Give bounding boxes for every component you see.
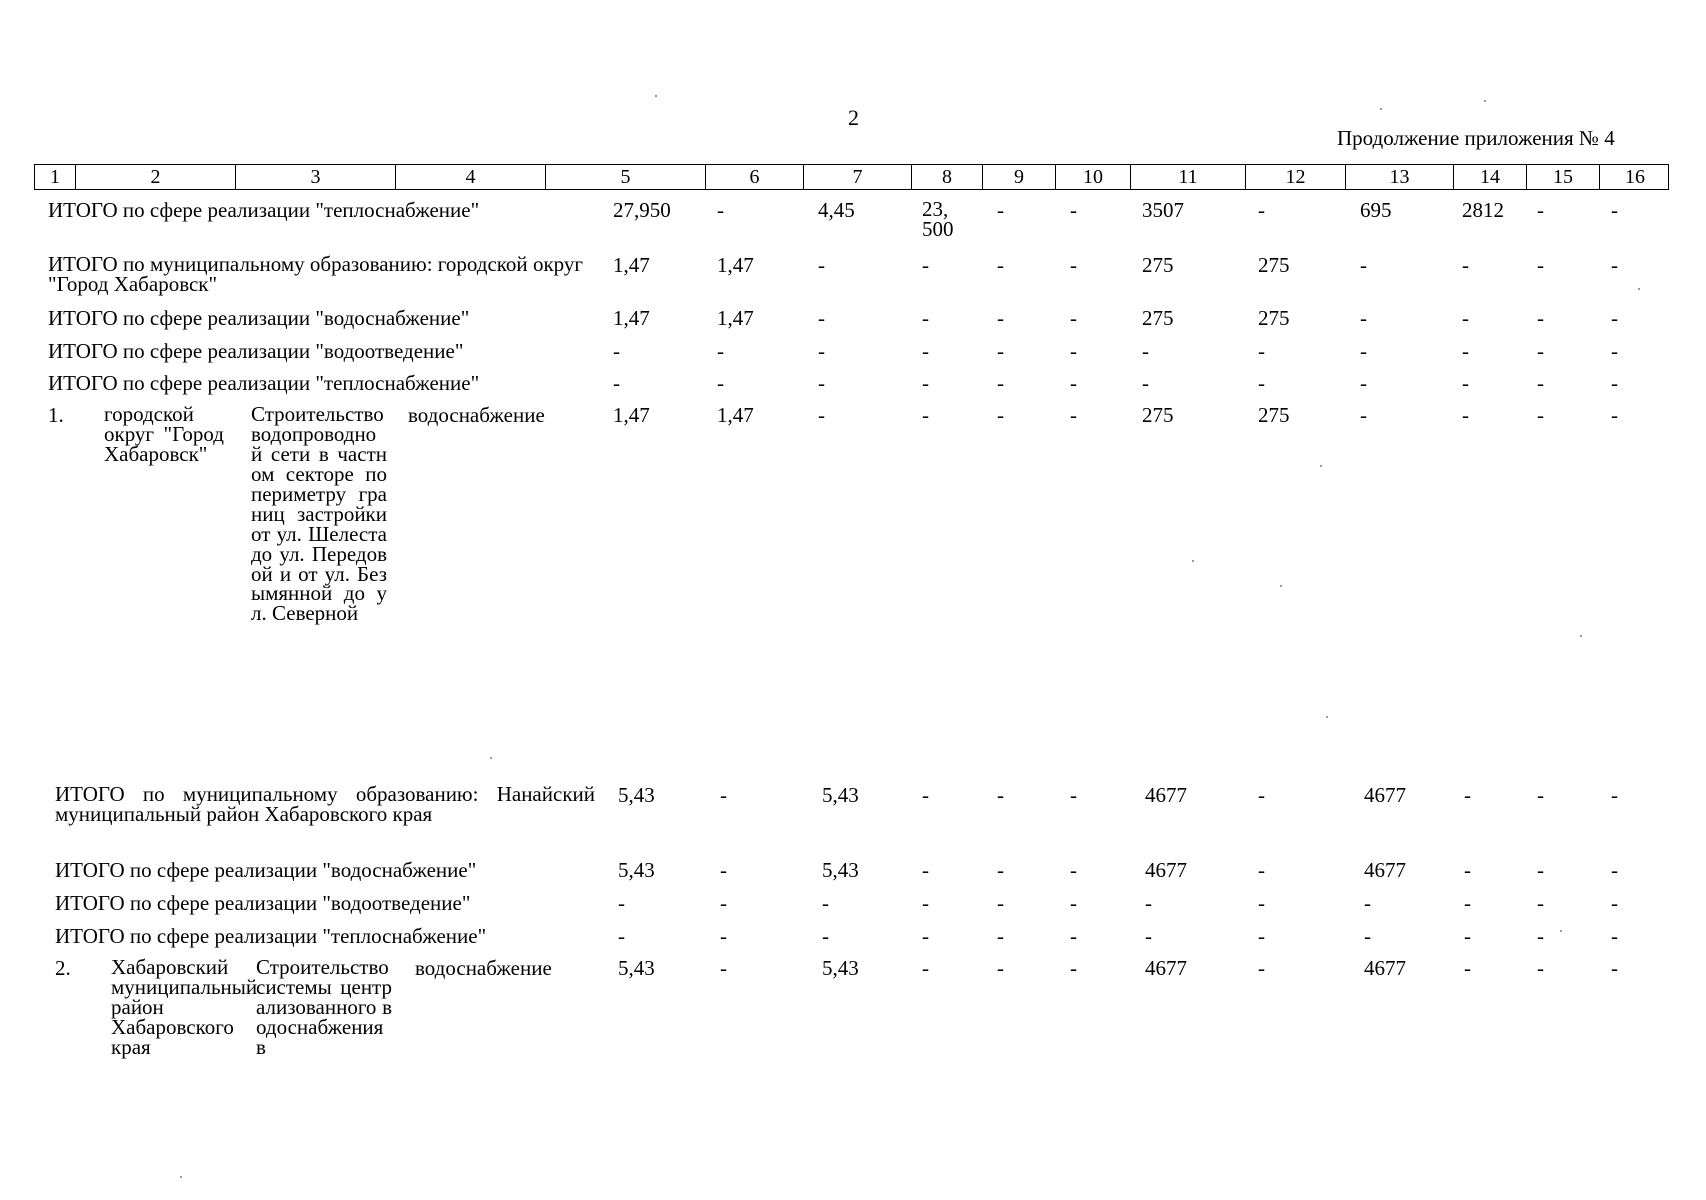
cell-col-7: 5,43 [822, 858, 859, 882]
column-number-10: 10 [1055, 165, 1130, 189]
cell-col-5: - [613, 339, 620, 363]
column-number-13: 13 [1345, 165, 1453, 189]
cell-col-16: - [1611, 339, 1618, 363]
cell-col-16: - [1611, 253, 1618, 277]
cell-col-9: - [997, 891, 1004, 915]
cell-col-14: - [1462, 403, 1469, 427]
cell-col-13: - [1360, 403, 1367, 427]
cell-col-8: - [922, 783, 929, 807]
cell-col-5: - [618, 891, 625, 915]
column-number-6: 6 [705, 165, 803, 189]
cell-col-11: 3507 [1142, 198, 1184, 222]
column-number-9: 9 [982, 165, 1055, 189]
cell-col-6: - [717, 371, 724, 395]
cell-col-8: - [922, 339, 929, 363]
column-number-3: 3 [235, 165, 395, 189]
cell-col-9: - [997, 403, 1004, 427]
cell-col-11: - [1142, 339, 1149, 363]
cell-col-14: - [1464, 783, 1471, 807]
cell-col-6: - [717, 339, 724, 363]
row-label: ИТОГО по сфере реализации "водоотведение" [55, 891, 471, 915]
cell-col-15: - [1537, 924, 1544, 948]
cell-col-6: 1,47 [717, 306, 754, 330]
scan-speck [490, 757, 492, 759]
cell-col-12: - [1258, 956, 1265, 980]
column-number-11: 11 [1130, 165, 1245, 189]
cell-col-9: - [997, 198, 1004, 222]
sphere-cell: водоснабжение [408, 403, 545, 427]
cell-col-5: 1,47 [613, 306, 650, 330]
cell-col-14: - [1462, 371, 1469, 395]
cell-col-9: - [997, 339, 1004, 363]
cell-col-13: 695 [1360, 198, 1392, 222]
row-label: ИТОГО по сфере реализации "водоснабжение" [55, 858, 477, 882]
cell-col-9: - [997, 371, 1004, 395]
cell-col-11: 275 [1142, 253, 1174, 277]
column-number-15: 15 [1526, 165, 1599, 189]
cell-col-9: - [997, 253, 1004, 277]
cell-col-14: - [1462, 306, 1469, 330]
cell-col-5: 1,47 [613, 253, 650, 277]
cell-col-11: 4677 [1145, 956, 1187, 980]
row-label: ИТОГО по сфере реализации "водоснабжение" [48, 306, 470, 330]
row-label: ИТОГО по муниципальному образованию: Нанайский муниципальный район Хабаровского края [55, 782, 595, 826]
cell-col-10: - [1070, 306, 1077, 330]
scan-speck [1320, 465, 1322, 467]
cell-col-16: - [1611, 891, 1618, 915]
cell-col-5: 27,950 [613, 198, 671, 222]
scan-speck [1560, 930, 1562, 932]
cell-col-15: - [1537, 339, 1544, 363]
appendix-title: Продолжение приложения № 4 [1337, 126, 1615, 150]
cell-col-11: 4677 [1145, 783, 1187, 807]
cell-col-13: - [1364, 891, 1371, 915]
scan-speck [1380, 108, 1382, 110]
scan-speck [180, 1176, 182, 1178]
cell-col-9: - [997, 858, 1004, 882]
column-number-4: 4 [395, 165, 545, 189]
cell-col-5: 5,43 [618, 956, 655, 980]
cell-col-14: 2812 [1462, 198, 1504, 222]
cell-col-16: - [1611, 956, 1618, 980]
cell-col-8: - [922, 403, 929, 427]
cell-col-5: 5,43 [618, 858, 655, 882]
cell-col-16: - [1611, 858, 1618, 882]
cell-col-13: - [1360, 253, 1367, 277]
cell-col-13: - [1360, 306, 1367, 330]
cell-col-7: - [818, 403, 825, 427]
column-number-16: 16 [1599, 165, 1670, 189]
cell-col-11: 275 [1142, 403, 1174, 427]
cell-col-13: 4677 [1364, 956, 1406, 980]
row-label: ИТОГО по сфере реализации "теплоснабжение" [48, 198, 480, 222]
project-cell: Строительство системы централизованного водоснабжения в [256, 955, 392, 1059]
cell-col-12: - [1258, 783, 1265, 807]
cell-col-15: - [1537, 891, 1544, 915]
cell-col-14: - [1464, 956, 1471, 980]
cell-col-8: - [922, 891, 929, 915]
cell-col-12: - [1258, 924, 1265, 948]
cell-col-13: - [1360, 371, 1367, 395]
cell-col-7: 4,45 [818, 198, 855, 222]
municipality-cell: городской округ "Город Хабаровск" [104, 402, 224, 466]
cell-col-11: - [1142, 371, 1149, 395]
row-label: ИТОГО по муниципальному образованию: городской округ "Город Хабаровск" [48, 252, 583, 296]
cell-col-6: - [720, 956, 727, 980]
scan-speck [1192, 560, 1194, 562]
cell-col-9: - [997, 956, 1004, 980]
cell-col-14: - [1464, 891, 1471, 915]
cell-col-7: 5,43 [822, 956, 859, 980]
cell-col-7: - [818, 306, 825, 330]
cell-col-13: - [1364, 924, 1371, 948]
column-number-7: 7 [803, 165, 911, 189]
sphere-cell: водоснабжение [415, 956, 552, 980]
cell-col-6: - [720, 924, 727, 948]
cell-col-6: - [720, 858, 727, 882]
row-label: ИТОГО по сфере реализации "теплоснабжение" [55, 924, 487, 948]
cell-col-8: 23,500 [922, 197, 954, 241]
cell-col-12: - [1258, 858, 1265, 882]
cell-col-10: - [1070, 891, 1077, 915]
cell-col-16: - [1611, 403, 1618, 427]
cell-col-15: - [1537, 306, 1544, 330]
cell-col-9: - [997, 924, 1004, 948]
row-label: ИТОГО по сфере реализации "водоотведение" [48, 339, 464, 363]
cell-col-14: - [1462, 339, 1469, 363]
scan-speck [1638, 288, 1640, 290]
row-number: 1. [48, 403, 64, 427]
cell-col-8: - [922, 858, 929, 882]
scan-speck [1280, 585, 1282, 587]
cell-col-11: - [1145, 891, 1152, 915]
column-number-12: 12 [1245, 165, 1345, 189]
cell-col-8: - [922, 956, 929, 980]
cell-col-13: - [1360, 339, 1367, 363]
cell-col-16: - [1611, 198, 1618, 222]
cell-col-15: - [1537, 198, 1544, 222]
cell-col-8: - [922, 924, 929, 948]
cell-col-15: - [1537, 253, 1544, 277]
cell-col-7: - [822, 924, 829, 948]
cell-col-16: - [1611, 783, 1618, 807]
cell-col-12: 275 [1258, 403, 1290, 427]
cell-col-16: - [1611, 371, 1618, 395]
cell-col-14: - [1464, 858, 1471, 882]
cell-col-5: - [618, 924, 625, 948]
cell-col-16: - [1611, 306, 1618, 330]
cell-col-15: - [1537, 858, 1544, 882]
cell-col-6: 1,47 [717, 403, 754, 427]
cell-col-12: - [1258, 339, 1265, 363]
cell-col-7: - [818, 339, 825, 363]
cell-col-6: - [720, 783, 727, 807]
scan-speck [655, 95, 657, 97]
cell-col-13: 4677 [1364, 858, 1406, 882]
cell-col-10: - [1070, 339, 1077, 363]
row-number: 2. [55, 956, 71, 980]
cell-col-15: - [1537, 371, 1544, 395]
cell-col-9: - [997, 306, 1004, 330]
column-number-8: 8 [911, 165, 982, 189]
cell-col-12: - [1258, 891, 1265, 915]
cell-col-14: - [1464, 924, 1471, 948]
cell-col-14: - [1462, 253, 1469, 277]
cell-col-15: - [1537, 403, 1544, 427]
cell-col-11: 4677 [1145, 858, 1187, 882]
cell-col-10: - [1070, 403, 1077, 427]
cell-col-15: - [1537, 956, 1544, 980]
cell-col-11: 275 [1142, 306, 1174, 330]
column-number-1: 1 [50, 166, 60, 188]
cell-col-12: - [1258, 371, 1265, 395]
row-label: ИТОГО по сфере реализации "теплоснабжение" [48, 371, 480, 395]
cell-col-5: 1,47 [613, 403, 650, 427]
cell-col-15: - [1537, 783, 1544, 807]
scan-speck [1484, 100, 1486, 102]
page-number: 2 [848, 105, 859, 130]
scan-speck [1326, 716, 1328, 718]
cell-col-5: 5,43 [618, 783, 655, 807]
project-cell: Строительство водопроводной сети в частном секторе по периметру границ застройки от ул. Шелеста до ул. Передовой и от ул. Безымянной до ул. Северной [251, 402, 387, 626]
cell-col-10: - [1070, 371, 1077, 395]
cell-col-5: - [613, 371, 620, 395]
column-number-2: 2 [75, 165, 235, 189]
cell-col-7: - [818, 253, 825, 277]
cell-col-10: - [1070, 198, 1077, 222]
cell-col-12: - [1258, 198, 1265, 222]
cell-col-8: - [922, 306, 929, 330]
cell-col-12: 275 [1258, 306, 1290, 330]
cell-col-10: - [1070, 956, 1077, 980]
cell-col-8: - [922, 371, 929, 395]
scan-speck [1580, 635, 1582, 637]
cell-col-6: - [717, 198, 724, 222]
cell-col-16: - [1611, 924, 1618, 948]
cell-col-9: - [997, 783, 1004, 807]
municipality-cell: Хабаровский муниципальный район Хабаровского края [111, 955, 258, 1059]
cell-col-13: 4677 [1364, 783, 1406, 807]
cell-col-6: - [720, 891, 727, 915]
cell-col-12: 275 [1258, 253, 1290, 277]
cell-col-7: - [822, 891, 829, 915]
cell-col-8: - [922, 253, 929, 277]
cell-col-11: - [1145, 924, 1152, 948]
cell-col-7: - [818, 371, 825, 395]
column-number-5: 5 [545, 165, 705, 189]
column-number-header [34, 164, 1669, 190]
column-number-14: 14 [1453, 165, 1526, 189]
cell-col-7: 5,43 [822, 783, 859, 807]
cell-col-10: - [1070, 924, 1077, 948]
cell-col-10: - [1070, 858, 1077, 882]
cell-col-10: - [1070, 783, 1077, 807]
cell-col-10: - [1070, 253, 1077, 277]
cell-col-6: 1,47 [717, 253, 754, 277]
